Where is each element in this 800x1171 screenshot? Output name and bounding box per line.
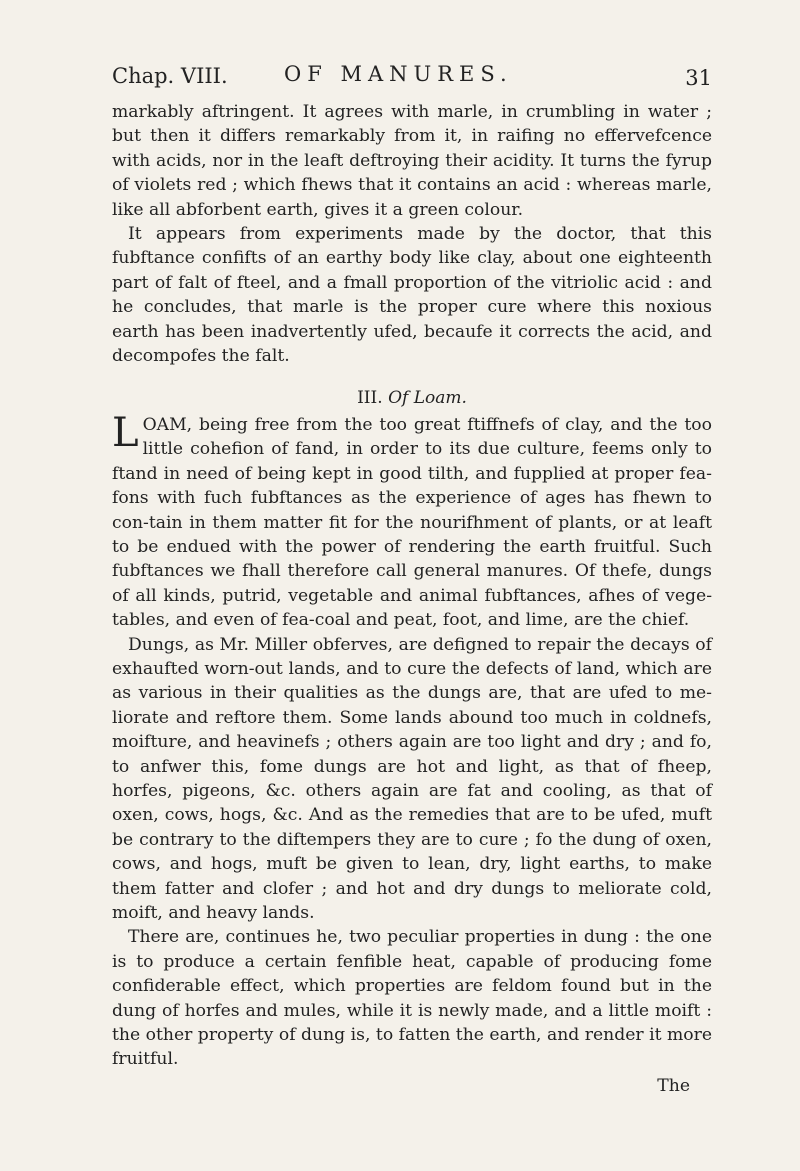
paragraph: It appears from experiments made by the doctor, that this fubftance confifts of an earthy body like clay, about one eighteenth part of falt of fteel, and a fmall proportion of the vitriolic acid : and he concludes, that marle is the proper cure where this noxious earth has been inadvertently ufed, becaufe it corrects the acid, and decompofes the falt. <box>112 224 712 367</box>
page-number: 31 <box>685 66 712 90</box>
drop-cap: L <box>112 409 139 456</box>
body-text <box>112 100 712 1098</box>
section-heading <box>112 386 712 410</box>
chapter-label: Chap. VIII. <box>112 64 228 88</box>
paragraph: Dungs, as Mr. Miller obferves, are defigned to repair the decays of exhaufted worn-out lands, and to cure the defects of land, which are as various in their qualities as the dungs are, that are ufed to me-liorate and reftore them. Some lands abound too much in coldnefs, moifture, and heavinefs ; others again are too light and dry ; and fo, to anfwer this, fome dungs are hot and light, as that of fheep, horfes, pigeons, &c. others again are fat and cooling, as that of oxen, cows, hogs, &c. And as the remedies that are to be ufed, muft be contrary to the diftempers they are to cure ; fo the dung of oxen, cows, and hogs, muft be given to lean, dry, light earths, to make them fatter and clofer ; and hot and dry dungs to meliorate cold, moift, and heavy lands. <box>112 634 712 923</box>
paragraph-text: OAM, being free from the too great ftiffnefs of clay, and the too little cohefion of fand, in order to its due culture, feems only to ftand in need of being kept in good tilth, and fupplied at proper fea-fons with fuch fubftances as the experience of ages has fhewn to con-tain in them matter fit for the nourifhment of plants, or at leaft to be endued with the power of rendering the earth fruitful. Such fubftances we fhall therefore call general manures. Of thefe, dungs of all kinds, putrid, vegetable and animal fubftances, afhes of vege-tables, and even of fea-coal and peat, foot, and lime, are the chief. <box>112 414 712 631</box>
section-title: Of Loam. <box>388 388 467 409</box>
paragraph: markably aftringent. It agrees with marle, in crumbling in water ; but then it differs remarkably from it, in raifing no effervefcence with acids, nor in the leaft deftroying their acidity. It turns the fyrup of violets red ; which fhews that it contains an acid : whereas marle, like all abforbent earth, gives it a green colour. <box>112 102 712 220</box>
paragraph <box>112 409 712 633</box>
paragraph: There are, continues he, two peculiar properties in dung : the one is to produce a certain fenfible heat, capable of producing fome confiderable effect, which properties are feldom found but in the dung of horfes and mules, while it is newly made, and a little moift : the other property of dung is, to fatten the earth, and render it more fruitful. <box>112 927 712 1070</box>
catchword: The <box>657 1075 690 1096</box>
section-number: III. <box>357 388 383 409</box>
running-title: OF MANURES. <box>284 62 513 86</box>
running-header <box>112 62 712 92</box>
